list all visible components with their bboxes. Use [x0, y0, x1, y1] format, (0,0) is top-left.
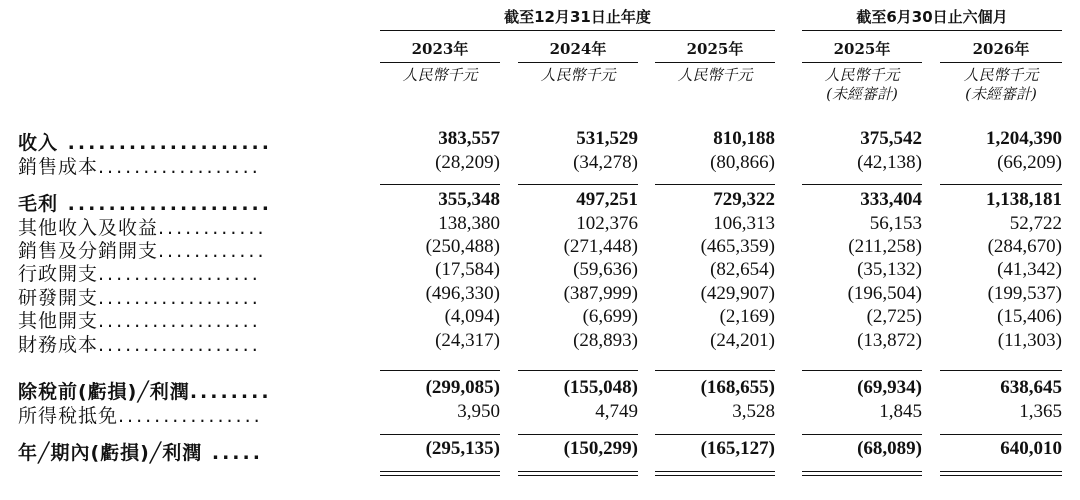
table-cell: 4,749 [595, 401, 638, 422]
total-double-rule [940, 475, 1062, 476]
table-cell: 729,322 [713, 189, 775, 210]
subtotal-rule [518, 434, 638, 435]
subtotal-rule [802, 184, 922, 185]
leader-dots: .................... [58, 132, 272, 154]
row-label-text: 銷售成本 [18, 156, 99, 178]
table-cell: 531,529 [576, 128, 638, 149]
table-cell: (4,094) [444, 306, 500, 327]
subtotal-rule [655, 184, 775, 185]
subtotal-rule [802, 434, 922, 435]
header-annual-group: 截至12月31日止年度 [504, 8, 651, 26]
table-cell: (15,406) [997, 306, 1062, 327]
table-cell: (299,085) [425, 377, 500, 398]
table-cell: 638,645 [1000, 377, 1062, 398]
subtotal-rule [802, 370, 922, 371]
table-cell: 1,138,181 [986, 189, 1062, 210]
leader-dots: .................. [98, 334, 261, 356]
year-rule-1 [380, 62, 500, 63]
leader-dots: ..... [202, 442, 263, 464]
table-cell: (66,209) [997, 152, 1062, 173]
table-cell: 1,365 [1019, 401, 1062, 422]
table-cell: 1,845 [879, 401, 922, 422]
total-double-rule [655, 475, 775, 476]
subtotal-rule [380, 184, 500, 185]
subtotal-rule [940, 184, 1062, 185]
row-label [18, 128, 272, 155]
unit-label-3: 人民幣千元 [677, 66, 753, 84]
row-label-text: 毛利 [18, 193, 59, 215]
row-label-text: 收入 [18, 132, 59, 154]
row-label-text: 銷售及分銷開支 [18, 240, 159, 262]
subtotal-rule [518, 184, 638, 185]
leader-dots: .................... [58, 193, 272, 215]
table-cell: (2,725) [866, 306, 922, 327]
unit-label-5: 人民幣千元 (未經審計) [963, 66, 1039, 103]
subtotal-rule [380, 370, 500, 371]
total-double-rule [802, 471, 922, 472]
year-header-2024: 2024年 [549, 40, 607, 58]
table-cell: (34,278) [573, 152, 638, 173]
subtotal-rule [655, 434, 775, 435]
table-cell: (24,201) [710, 330, 775, 351]
table-cell: 383,557 [438, 128, 500, 149]
table-cell: (284,670) [987, 236, 1062, 257]
subtotal-rule [940, 370, 1062, 371]
table-cell: (165,127) [700, 438, 775, 459]
year-rule-4 [802, 62, 922, 63]
table-cell: (59,636) [573, 259, 638, 280]
table-cell: (211,258) [848, 236, 922, 257]
row-label [18, 306, 261, 333]
table-cell: 56,153 [869, 213, 922, 234]
leader-dots: ............ [158, 240, 267, 262]
year-header-2023: 2023年 [411, 40, 469, 58]
year-rule-2 [518, 62, 638, 63]
table-cell: 375,542 [860, 128, 922, 149]
row-label [18, 330, 261, 357]
table-cell: (35,132) [857, 259, 922, 280]
table-cell: 1,204,390 [986, 128, 1062, 149]
table-cell: (69,934) [857, 377, 922, 398]
row-label-text: 行政開支 [18, 263, 99, 285]
row-label [18, 152, 261, 179]
table-cell: 497,251 [576, 189, 638, 210]
table-cell: (68,089) [857, 438, 922, 459]
table-cell: (13,872) [857, 330, 922, 351]
table-cell: (271,448) [563, 236, 638, 257]
table-cell: 52,722 [1009, 213, 1062, 234]
table-cell: 102,376 [576, 213, 638, 234]
total-double-rule [655, 471, 775, 472]
table-cell: (41,342) [997, 259, 1062, 280]
row-label-text: 研發開支 [18, 287, 99, 309]
table-cell: (2,169) [719, 306, 775, 327]
year-header-2025-interim: 2025年 [833, 40, 891, 58]
unit-label-2: 人民幣千元 [540, 66, 616, 84]
leader-dots: .................. [98, 263, 261, 285]
table-cell: 106,313 [713, 213, 775, 234]
leader-dots: ................ [118, 405, 263, 427]
table-cell: (24,317) [435, 330, 500, 351]
row-label [18, 377, 272, 404]
table-cell: 640,010 [1000, 438, 1062, 459]
leader-dots: ............ [158, 217, 267, 239]
table-cell: (11,303) [997, 330, 1062, 351]
leader-dots: ........ [189, 381, 272, 403]
table-cell: (465,359) [700, 236, 775, 257]
row-label-text: 年╱期內(虧損)╱利潤 [18, 442, 203, 464]
row-label-text: 所得稅抵免 [18, 405, 119, 427]
table-cell: (6,699) [582, 306, 638, 327]
subtotal-rule [380, 434, 500, 435]
header-interim-group: 截至6月30日止六個月 [856, 8, 1008, 26]
table-cell: (295,135) [425, 438, 500, 459]
subtotal-rule [940, 434, 1062, 435]
table-cell: (168,655) [700, 377, 775, 398]
year-rule-3 [655, 62, 775, 63]
year-header-2026-interim: 2026年 [972, 40, 1030, 58]
table-cell: (28,209) [435, 152, 500, 173]
table-cell: (496,330) [425, 283, 500, 304]
year-rule-5 [940, 62, 1062, 63]
table-cell: (250,488) [425, 236, 500, 257]
table-cell: (199,537) [987, 283, 1062, 304]
table-cell: (17,584) [435, 259, 500, 280]
leader-dots: .................. [98, 310, 261, 332]
row-label [18, 259, 261, 286]
table-cell: 355,348 [438, 189, 500, 210]
subtotal-rule [655, 370, 775, 371]
table-cell: 3,950 [457, 401, 500, 422]
leader-dots: .................. [98, 156, 261, 178]
leader-dots: .................. [98, 287, 261, 309]
table-cell: (42,138) [857, 152, 922, 173]
row-label-text: 其他開支 [18, 310, 99, 332]
total-double-rule [380, 471, 500, 472]
total-double-rule [380, 475, 500, 476]
table-cell: (155,048) [563, 377, 638, 398]
table-cell: (80,866) [710, 152, 775, 173]
year-header-2025: 2025年 [686, 40, 744, 58]
table-cell: 138,380 [438, 213, 500, 234]
table-cell: (82,654) [710, 259, 775, 280]
subtotal-rule [518, 370, 638, 371]
total-double-rule [802, 475, 922, 476]
table-cell: 3,528 [732, 401, 775, 422]
row-label-text: 財務成本 [18, 334, 99, 356]
header-interim-rule [802, 30, 1062, 31]
row-label [18, 401, 263, 428]
row-label-text: 其他收入及收益 [18, 217, 159, 239]
row-label [18, 438, 263, 465]
total-double-rule [518, 471, 638, 472]
table-cell: (429,907) [700, 283, 775, 304]
unit-label-1: 人民幣千元 [402, 66, 478, 84]
total-double-rule [518, 475, 638, 476]
table-cell: (196,504) [847, 283, 922, 304]
table-cell: 810,188 [713, 128, 775, 149]
total-double-rule [940, 471, 1062, 472]
unit-label-4: 人民幣千元 (未經審計) [824, 66, 900, 103]
row-label-text: 除稅前(虧損)╱利潤 [18, 381, 190, 403]
table-cell: 333,404 [860, 189, 922, 210]
row-label [18, 189, 272, 216]
table-cell: (387,999) [563, 283, 638, 304]
table-cell: (28,893) [573, 330, 638, 351]
table-cell: (150,299) [563, 438, 638, 459]
header-annual-rule [380, 30, 775, 31]
